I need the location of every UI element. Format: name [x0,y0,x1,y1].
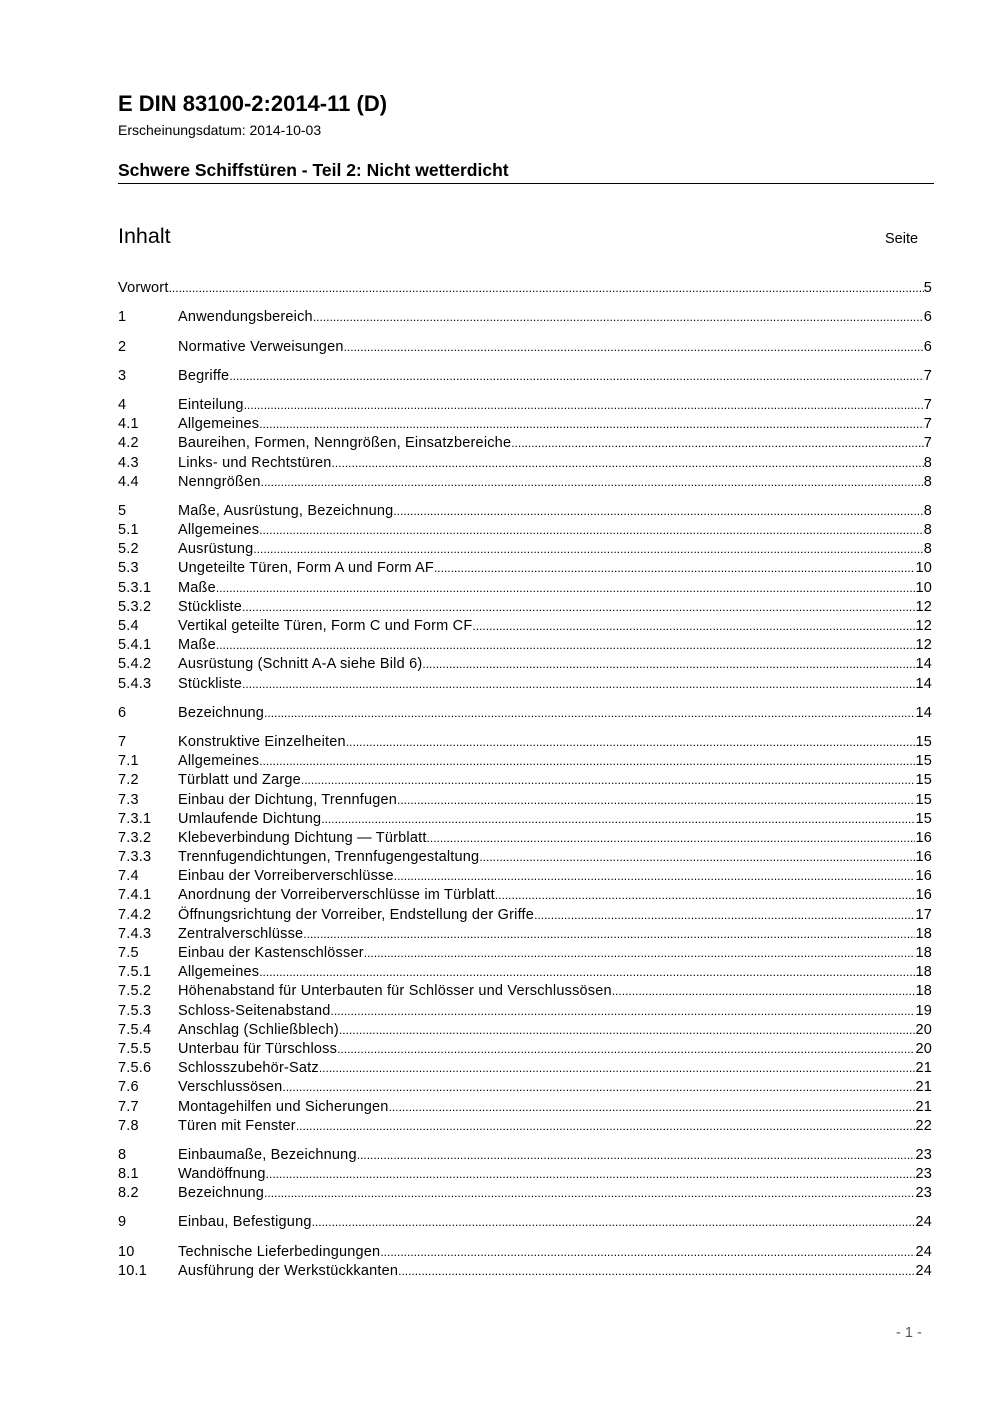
toc-dot-leader [321,810,915,829]
toc-entry-label: Begriffe [178,367,230,384]
toc-entry-label: Allgemeines [178,753,260,770]
toc-entry-number: 7.4.2 [118,906,152,923]
toc-entry-page: 10 [915,579,932,596]
toc-entry-page: 7 [923,396,932,413]
toc-entry[interactable] [118,944,932,963]
toc-entry-page: 21 [915,1098,932,1115]
toc-entry-label: Links- und Rechtstüren [178,454,332,471]
toc-entry-number: 5.3.2 [118,598,152,615]
toc-entry[interactable] [118,886,932,905]
toc-entry-page: 15 [915,733,932,750]
toc-entry-label: Einteilung [178,396,244,413]
toc-entry-number: 7.3.2 [118,829,152,846]
toc-entry-label: Allgemeines [178,964,260,981]
toc-entry-label: Klebeverbindung Dichtung — Türblatt [178,829,427,846]
toc-entry[interactable] [118,1021,932,1040]
toc-entry[interactable] [118,598,932,617]
toc-entry-page: 15 [915,791,932,808]
toc-entry-label: Türen mit Fenster [178,1117,296,1134]
toc-entry-number: 6 [118,704,127,721]
toc-dot-leader [380,1243,915,1262]
toc-dot-leader [534,906,915,925]
toc-dot-leader [303,925,915,944]
toc-entry-number: 7.5.3 [118,1002,152,1019]
toc-entry[interactable] [118,308,932,327]
toc-entry-page: 14 [915,704,932,721]
toc-entry-number: 5.4.2 [118,656,152,673]
toc-entry-label: Anschlag (Schließblech) [178,1021,339,1038]
toc-entry-label: Umlaufende Dichtung [178,810,322,827]
toc-entry-number: 5.4.1 [118,637,152,654]
toc-entry-page: 7 [923,367,932,384]
toc-entry-page: 24 [915,1214,932,1231]
toc-entry-label: Montagehilfen und Sicherungen [178,1098,389,1115]
toc-dot-leader [364,944,916,963]
toc-entry-number: 7.5.5 [118,1040,152,1057]
toc-entry[interactable] [118,502,932,521]
toc-entry[interactable] [118,1262,932,1281]
toc-dot-leader [301,771,916,790]
toc-dot-leader [259,752,915,771]
toc-dot-leader [259,963,915,982]
toc-entry[interactable] [118,1078,932,1097]
toc-dot-leader [397,791,915,810]
toc-dot-leader [472,617,915,636]
toc-entry-label: Einbau der Vorreiberverschlüsse [178,868,394,885]
toc-entry-page: 20 [915,1040,932,1057]
toc-entry-label: Schlosszubehör-Satz [178,1060,319,1077]
toc-dot-leader [216,579,916,598]
toc-entry[interactable] [118,578,932,597]
toc-entry-label: Einbau der Kastenschlösser [178,945,364,961]
toc-entry-page: 16 [915,849,932,866]
toc-entry-label: Zentralverschlüsse [178,925,304,942]
toc-entry-number: 9 [118,1214,127,1231]
toc-entry-label: Bezeichnung [178,1185,265,1202]
toc-entry-label: Normative Verweisungen [178,338,344,355]
toc-entry[interactable] [118,655,932,674]
toc-entry-label: Technische Lieferbedingungen [178,1243,381,1260]
toc-entry-number: 7.5.1 [118,964,152,981]
toc-entry-label: Konstruktive Einzelheiten [178,733,346,750]
toc-dot-leader [394,867,916,886]
toc-entry[interactable] [118,810,932,829]
toc-entry-number: 7 [118,733,127,750]
toc-entry-number: 7.8 [118,1117,139,1134]
toc-dot-leader [242,598,915,617]
toc-entry-page: 18 [915,925,932,942]
toc-entry-number: 4.3 [118,454,139,471]
toc-entry-page: 7 [923,435,932,452]
toc-entry-number: 10.1 [118,1262,148,1279]
toc-entry-page: 22 [915,1117,932,1134]
toc-entry-page: 10 [915,560,932,577]
toc-entry[interactable] [118,396,932,415]
toc-entry-label: Einbaumaße, Bezeichnung [178,1146,357,1163]
toc-dot-leader [346,733,916,752]
toc-entry-page: 23 [915,1166,932,1183]
toc-entry-page: 8 [923,473,932,490]
toc-entry-label: Verschlussösen [178,1079,283,1096]
header-rule [118,183,934,184]
toc-dot-leader [266,1165,916,1184]
publication-date: Erscheinungsdatum: 2014-10-03 [118,122,322,138]
toc-entry-label: Ausrüstung [178,541,254,558]
toc-entry[interactable] [118,617,932,636]
toc-entry-label: Einbau der Dichtung, Trennfugen [178,791,398,808]
toc-entry-page: 16 [915,829,932,846]
toc-entry-page: 20 [915,1021,932,1038]
toc-dot-leader [331,1002,916,1021]
toc-entry-number: 5.4 [118,618,139,634]
toc-entry-page: 15 [915,753,932,770]
toc-entry-page: 17 [915,906,932,923]
toc-entry[interactable] [118,704,932,723]
toc-entry-page: 18 [915,964,932,981]
toc-entry-page: 8 [923,522,932,539]
toc-entry-label: Stückliste [178,675,243,692]
toc-entry-number: 7.3.1 [118,810,152,827]
toc-entry[interactable] [118,337,932,356]
toc-dot-leader [253,540,923,559]
toc-dot-leader [259,415,924,434]
toc-dot-leader [264,704,915,723]
toc-entry-page: 8 [923,454,932,471]
toc-entry[interactable] [118,1242,932,1261]
toc-entry-number: 7.4.3 [118,925,152,942]
toc-entry[interactable] [118,867,932,886]
toc-entry-page: 7 [923,416,932,433]
toc-entry-label: Trennfugendichtungen, Trennfugengestaltung [178,849,480,866]
toc-entry[interactable] [118,1040,932,1059]
toc-entry-number: 7.2 [118,772,139,789]
toc-dot-leader [169,279,924,298]
toc-entry-number: 7.3.3 [118,849,152,866]
toc-entry-page: 6 [923,309,932,326]
toc-entry[interactable] [118,279,932,298]
toc-entry[interactable] [118,636,932,655]
toc-dot-leader [259,521,924,540]
toc-entry-number: 1 [118,309,127,326]
toc-dot-leader [398,1262,915,1281]
toc-dot-leader [312,1213,916,1232]
toc-entry[interactable] [118,752,932,771]
toc-entry-number: 5.2 [118,541,139,558]
toc-entry-page: 21 [915,1079,932,1096]
footer-page-number: - 1 - [896,1325,922,1341]
toc-entry-number: 8.2 [118,1185,139,1202]
toc-entry[interactable] [118,771,932,790]
toc-dot-leader [296,1117,916,1136]
toc-entry[interactable] [118,733,932,752]
toc-entry[interactable] [118,415,932,434]
toc-dot-leader [479,848,915,867]
toc-entry-page: 23 [915,1185,932,1202]
toc-dot-leader [393,502,923,521]
page-column-label: Seite [885,231,919,247]
toc-entry-label: Öffnungsrichtung der Vorreiber, Endstellung der Griffe [178,906,535,923]
toc-entry-label: Allgemeines [178,522,260,539]
toc-entry-number: 7.7 [118,1098,139,1115]
toc-entry[interactable] [118,1146,932,1165]
table-of-contents [118,279,932,1281]
toc-entry-page: 16 [915,868,932,885]
toc-entry-number: 7.4.1 [118,887,152,904]
toc-entry[interactable] [118,982,932,1001]
toc-entry-page: 18 [915,983,932,1000]
toc-entry[interactable] [118,1165,932,1184]
toc-entry-number: 7.6 [118,1079,139,1096]
toc-entry-page: 24 [915,1262,932,1279]
toc-entry-number: 4.2 [118,435,139,452]
toc-entry-label: Anwendungsbereich [178,309,313,326]
toc-entry-label: Unterbau für Türschloss [178,1040,338,1057]
toc-entry[interactable] [118,453,932,472]
toc-entry-number: 8.1 [118,1166,139,1183]
toc-entry-label: Maße, Ausrüstung, Bezeichnung [178,502,394,519]
toc-entry-page: 18 [915,945,932,961]
toc-entry-number: 4.4 [118,473,139,490]
toc-entry-page: 19 [915,1002,932,1019]
toc-entry-page: 14 [915,656,932,673]
toc-dot-leader [332,454,924,473]
document-subtitle: Schwere Schiffstüren - Teil 2: Nicht wetterdicht [118,160,509,180]
toc-dot-leader [264,1184,915,1203]
toc-entry-page: 8 [923,502,932,519]
toc-entry-label: Bezeichnung [178,704,265,721]
toc-dot-leader [282,1078,915,1097]
toc-entry-number: 7.4 [118,868,139,885]
toc-entry-label: Anordnung der Vorreiberverschlüsse im Türblatt [178,887,495,904]
toc-entry-page: 16 [915,887,932,904]
toc-entry-label: Allgemeines [178,416,260,433]
toc-entry-page: 12 [915,637,932,654]
toc-entry-number: 10 [118,1243,135,1260]
toc-dot-leader [229,367,923,386]
toc-entry[interactable] [118,790,932,809]
toc-dot-leader [337,1040,915,1059]
toc-entry-number: 7.5 [118,945,139,961]
toc-entry[interactable] [118,540,932,559]
document-title: E DIN 83100-2:2014-11 (D) [118,91,388,116]
toc-dot-leader [244,396,924,415]
toc-entry-label: Ausführung der Werkstückkanten [178,1262,399,1279]
toc-dot-leader [495,886,916,905]
toc-entry[interactable] [118,521,932,540]
toc-entry-number: 5.4.3 [118,675,152,692]
toc-entry-number: 5 [118,502,127,519]
toc-entry-page: 14 [915,675,932,692]
toc-entry-page: 5 [923,280,932,297]
toc-entry[interactable] [118,367,932,386]
toc-entry[interactable] [118,1117,932,1136]
toc-dot-leader [612,982,916,1001]
toc-dot-leader [339,1021,916,1040]
toc-entry[interactable] [118,925,932,944]
toc-entry-page: 15 [915,810,932,827]
toc-entry[interactable] [118,963,932,982]
toc-dot-leader [434,559,916,578]
toc-entry[interactable] [118,1001,932,1020]
toc-entry[interactable] [118,848,932,867]
toc-dot-leader [389,1098,916,1117]
toc-entry[interactable] [118,674,932,693]
toc-entry-number: 7.3 [118,791,139,808]
toc-entry-number: 8 [118,1146,127,1163]
toc-entry-number: 5.1 [118,522,139,539]
toc-entry-number: 7.5.4 [118,1021,152,1038]
toc-entry-label: Vertikal geteilte Türen, Form C und Form CF [178,618,473,634]
toc-entry-page: 21 [915,1060,932,1077]
toc-entry-label: Höhenabstand für Unterbauten für Schlösser und Verschlussösen [178,983,612,1000]
toc-entry-number: 7.1 [118,753,139,770]
toc-dot-leader [313,308,924,327]
toc-entry-page: 12 [915,598,932,615]
toc-entry-number: 7.5.2 [118,983,152,1000]
toc-entry-page: 24 [915,1243,932,1260]
toc-dot-leader [242,675,915,694]
toc-entry-label: Schloss-Seitenabstand [178,1002,331,1019]
toc-dot-leader [319,1059,916,1078]
toc-entry-label: Ungeteilte Türen, Form A und Form AF [178,560,434,577]
toc-entry[interactable] [118,829,932,848]
toc-entry-label: Türblatt und Zarge [178,772,301,789]
toc-entry-label: Stückliste [178,598,243,615]
toc-entry-label: Wandöffnung [178,1166,266,1183]
toc-entry-label: Maße [178,637,216,654]
toc-entry[interactable] [118,1059,932,1078]
toc-entry[interactable] [118,1184,932,1203]
toc-entry[interactable] [118,905,932,924]
toc-entry-page: 6 [923,338,932,355]
toc-dot-leader [344,338,924,357]
toc-entry[interactable] [118,434,932,453]
toc-dot-leader [511,434,924,453]
toc-entry-label: Maße [178,579,216,596]
toc-entry-number: 5.3 [118,560,139,577]
toc-entry-number: 4 [118,396,127,413]
toc-entry-label: Ausrüstung (Schnitt A-A siehe Bild 6) [178,656,423,673]
toc-entry-label: Baureihen, Formen, Nenngrößen, Einsatzbereiche [178,435,512,452]
toc-dot-leader [357,1146,916,1165]
toc-dot-leader [261,473,924,492]
toc-entry-page: 23 [915,1146,932,1163]
toc-dot-leader [427,829,916,848]
toc-dot-leader [422,655,915,674]
toc-entry[interactable] [118,559,932,578]
toc-entry[interactable] [118,1213,932,1232]
toc-entry[interactable] [118,473,932,492]
toc-entry-page: 8 [923,541,932,558]
toc-dot-leader [216,636,916,655]
toc-entry-number: 5.3.1 [118,579,152,596]
toc-entry-label: Einbau, Befestigung [178,1214,312,1231]
toc-entry-number: 4.1 [118,416,139,433]
toc-entry-page: 12 [915,618,932,634]
toc-entry-page: 15 [915,772,932,789]
toc-entry-label: Nenngrößen [178,473,261,490]
toc-entry[interactable] [118,1097,932,1116]
toc-entry-number: 7.5.6 [118,1060,152,1077]
toc-entry-number: 3 [118,367,127,384]
toc-heading: Inhalt [118,224,171,248]
toc-entry-number: 2 [118,338,127,355]
toc-entry-label: Vorwort [118,280,169,297]
